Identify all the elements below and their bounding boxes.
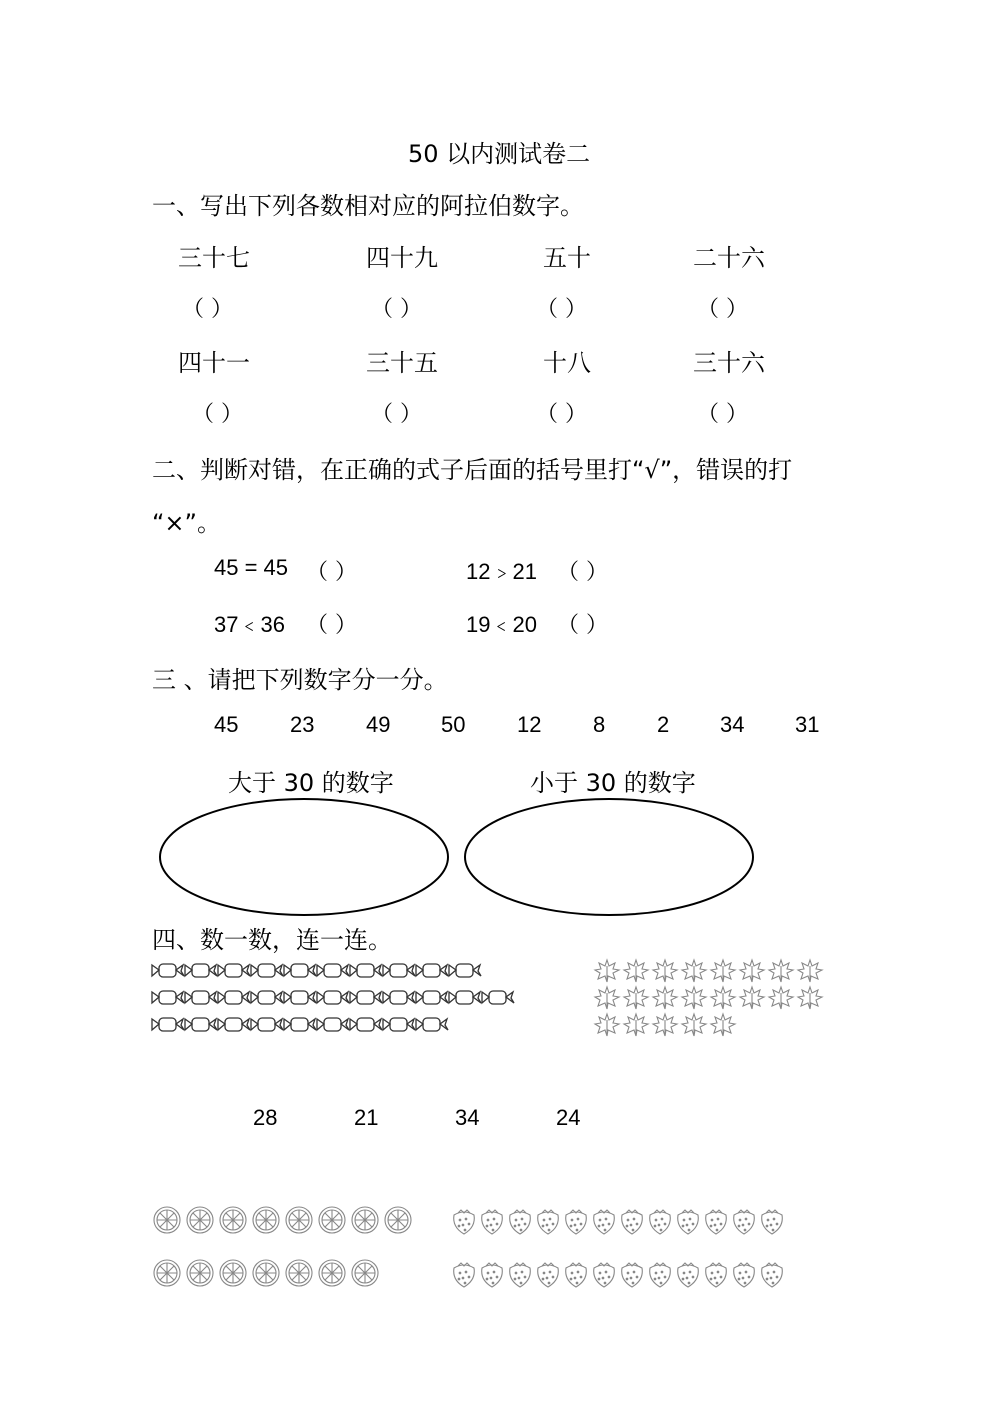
leaf-row-3 (595, 1014, 735, 1036)
sort-number[interactable]: 8 (593, 712, 606, 737)
answer-blank[interactable]: （ ） (306, 560, 357, 585)
answer-blank[interactable]: （ ） (697, 402, 748, 427)
comparison-expression: 37﹤36 (214, 612, 285, 637)
greater-than-30-label: 大于 30 的数字 (228, 769, 394, 797)
less-than-30-oval[interactable] (463, 797, 755, 917)
section2-heading: 二、判断对错，在正确的式子后面的括号里打“√”，错误的打 (152, 456, 793, 484)
answer-blank[interactable]: （ ） (536, 297, 587, 322)
match-number[interactable]: 34 (455, 1105, 480, 1130)
sort-number[interactable]: 50 (441, 712, 466, 737)
answer-blank[interactable]: （ ） (182, 297, 233, 322)
answer-blank[interactable]: （ ） (557, 560, 608, 585)
maple-leaf-group[interactable] (594, 958, 834, 1040)
chinese-number: 二十六 (693, 244, 765, 272)
sort-number[interactable]: 31 (795, 712, 820, 737)
section4-heading: 四、数一数，连一连。 (152, 926, 392, 954)
sort-number[interactable]: 12 (517, 712, 542, 737)
strawberry-row-1 (454, 1210, 783, 1234)
answer-blank[interactable]: （ ） (536, 402, 587, 427)
candy-row-3 (152, 1018, 448, 1031)
sort-number[interactable]: 49 (366, 712, 391, 737)
orange-slice-group[interactable] (152, 1202, 422, 1292)
answer-blank[interactable]: （ ） (192, 402, 243, 427)
orange-row-1 (154, 1207, 411, 1233)
strawberry-row-2 (454, 1263, 783, 1287)
match-number[interactable]: 24 (556, 1105, 581, 1130)
answer-blank[interactable]: （ ） (697, 297, 748, 322)
chinese-number: 三十七 (178, 244, 250, 272)
sort-number[interactable]: 34 (720, 712, 745, 737)
sort-number[interactable]: 2 (657, 712, 670, 737)
answer-blank[interactable]: （ ） (371, 402, 422, 427)
sort-number[interactable]: 45 (214, 712, 239, 737)
match-number[interactable]: 21 (354, 1105, 379, 1130)
comparison-expression: 45 = 45 (214, 555, 289, 580)
leaf-row-1 (595, 960, 822, 982)
section1-heading: 一、写出下列各数相对应的阿拉伯数字。 (152, 192, 584, 220)
candy-group[interactable] (150, 960, 530, 1042)
match-number[interactable]: 28 (253, 1105, 278, 1130)
chinese-number: 三十五 (366, 349, 438, 377)
page-title: 50 以内测试卷二 (408, 140, 591, 168)
answer-blank[interactable]: （ ） (371, 297, 422, 322)
comparison-expression: 12﹥21 (466, 559, 537, 584)
candy-row-2 (152, 991, 514, 1004)
answer-blank[interactable]: （ ） (306, 613, 357, 638)
sort-number[interactable]: 23 (290, 712, 315, 737)
chinese-number: 四十一 (178, 349, 250, 377)
chinese-number: 十八 (543, 349, 591, 377)
section2-heading-cont: “×”。 (152, 509, 221, 537)
answer-blank[interactable]: （ ） (557, 613, 608, 638)
chinese-number: 五十 (543, 244, 591, 272)
orange-row-2 (154, 1260, 378, 1286)
comparison-expression: 19﹤20 (466, 612, 537, 637)
greater-than-30-oval[interactable] (158, 797, 450, 917)
strawberry-group[interactable] (450, 1205, 800, 1295)
less-than-30-label: 小于 30 的数字 (530, 769, 696, 797)
candy-row-1 (152, 964, 481, 977)
leaf-row-2 (595, 987, 822, 1009)
chinese-number: 四十九 (366, 244, 438, 272)
section3-heading: 三 、请把下列数字分一分。 (152, 666, 448, 694)
chinese-number: 三十六 (693, 349, 765, 377)
